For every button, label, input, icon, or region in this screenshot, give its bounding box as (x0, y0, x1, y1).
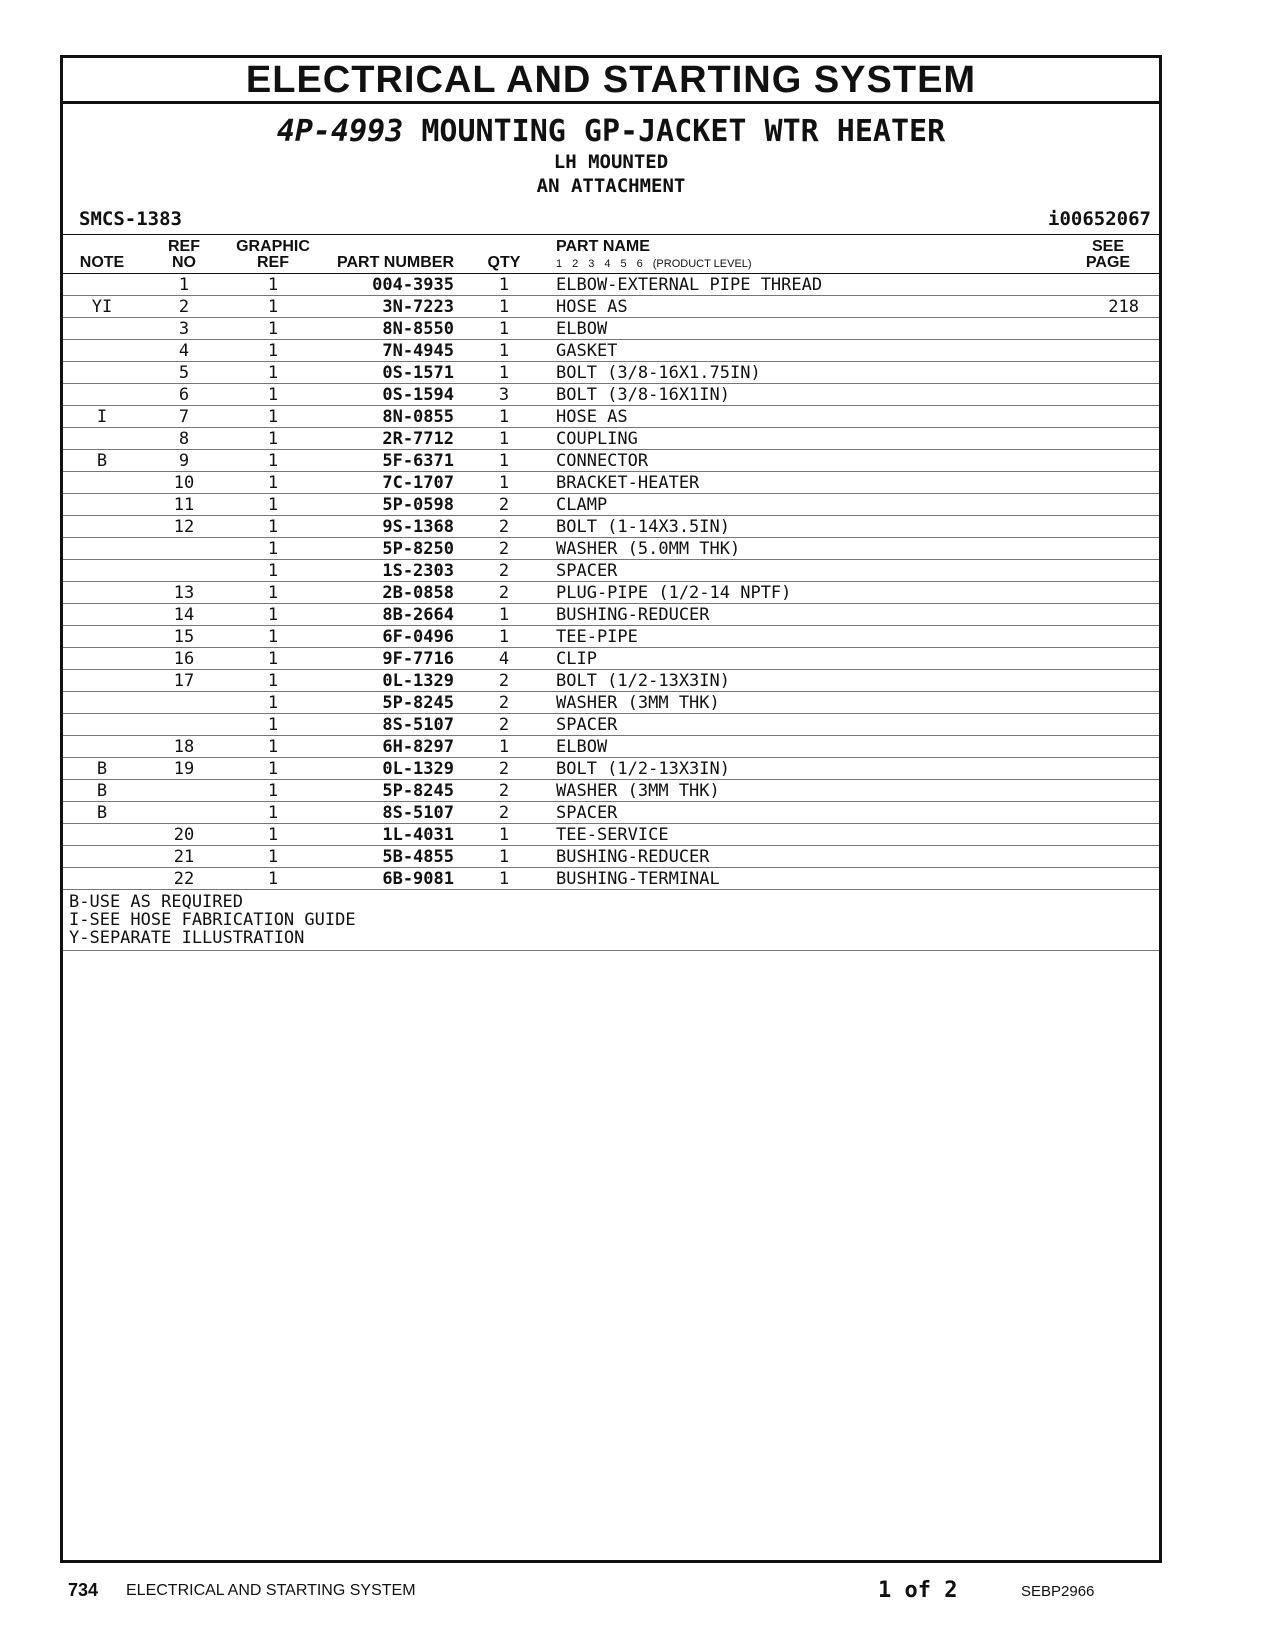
part-name-cell: ELBOW (546, 318, 1061, 340)
see-page-cell (1061, 846, 1159, 868)
part-number-cell: 2B-0858 (319, 582, 462, 604)
see-page-cell (1061, 824, 1159, 846)
see-page-cell (1061, 868, 1159, 890)
qty-cell: 1 (462, 626, 546, 648)
qty-cell: 4 (462, 648, 546, 670)
parts-table (63, 234, 1159, 890)
graphic-ref-cell: 1 (227, 472, 319, 494)
group-part-number: 4P-4993 (276, 114, 404, 149)
qty-cell: 3 (462, 384, 546, 406)
footnote: Y-SEPARATE ILLUSTRATION (69, 928, 305, 948)
part-name-cell: HOSE AS (546, 406, 1061, 428)
table-row (63, 868, 1159, 890)
graphic-ref-cell: 1 (227, 802, 319, 824)
table-row (63, 538, 1159, 560)
note-cell (63, 626, 141, 648)
graphic-ref-cell: 1 (227, 406, 319, 428)
note-cell: B (63, 758, 141, 780)
graphic-ref-cell: 1 (227, 538, 319, 560)
part-name-cell: PLUG-PIPE (1/2-14 NPTF) (546, 582, 1061, 604)
part-name-cell: BUSHING-TERMINAL (546, 868, 1061, 890)
ref-no-cell: 6 (141, 384, 227, 406)
ref-no-cell: 16 (141, 648, 227, 670)
note-cell: YI (63, 296, 141, 318)
graphic-ref-cell: 1 (227, 516, 319, 538)
part-number-cell: 0S-1571 (319, 362, 462, 384)
note-cell (63, 868, 141, 890)
part-number-cell: 0S-1594 (319, 384, 462, 406)
note-cell (63, 736, 141, 758)
page-frame (60, 55, 1162, 1563)
see-page-cell (1061, 560, 1159, 582)
note-cell: I (63, 406, 141, 428)
table-row (63, 318, 1159, 340)
ref-no-cell: 14 (141, 604, 227, 626)
note-cell (63, 318, 141, 340)
ref-no-cell: 15 (141, 626, 227, 648)
part-number-cell: 9S-1368 (319, 516, 462, 538)
qty-cell: 2 (462, 692, 546, 714)
see-page-cell (1061, 692, 1159, 714)
ref-no-cell (141, 692, 227, 714)
part-name-cell: WASHER (5.0MM THK) (546, 538, 1061, 560)
table-row (63, 846, 1159, 868)
part-name-cell: BUSHING-REDUCER (546, 604, 1061, 626)
part-number-cell: 004-3935 (319, 274, 462, 296)
document-number: SEBP2966 (1021, 1583, 1095, 1600)
note-cell (63, 714, 141, 736)
part-name-cell: WASHER (3MM THK) (546, 780, 1061, 802)
note-cell (63, 362, 141, 384)
part-name-cell: SPACER (546, 802, 1061, 824)
ref-no-cell: 13 (141, 582, 227, 604)
part-name-cell: SPACER (546, 560, 1061, 582)
ref-no-cell: 20 (141, 824, 227, 846)
footnotes (63, 890, 1159, 951)
qty-cell: 1 (462, 868, 546, 890)
graphic-ref-cell: 1 (227, 274, 319, 296)
note-cell (63, 340, 141, 362)
qty-cell: 1 (462, 604, 546, 626)
part-number-cell: 6F-0496 (319, 626, 462, 648)
ref-no-cell (141, 802, 227, 824)
qty-cell: 1 (462, 846, 546, 868)
table-row (63, 274, 1159, 296)
see-page-cell (1061, 802, 1159, 824)
table-row (63, 582, 1159, 604)
qty-cell: 2 (462, 516, 546, 538)
ref-no-cell (141, 714, 227, 736)
part-number-cell: 5P-8245 (319, 780, 462, 802)
note-cell (63, 516, 141, 538)
ref-no-cell: 1 (141, 274, 227, 296)
header-qty: QTY (462, 235, 546, 274)
table-row (63, 802, 1159, 824)
table-row (63, 758, 1159, 780)
note-cell: B (63, 780, 141, 802)
page-of: 1 of 2 (878, 1578, 958, 1603)
part-number-cell: 8N-0855 (319, 406, 462, 428)
ref-no-cell: 17 (141, 670, 227, 692)
header-ref-no: REF NO (141, 235, 227, 274)
part-number-cell: 8N-8550 (319, 318, 462, 340)
header-part-name: PART NAME 1 2 3 4 5 6 (PRODUCT LEVEL) (546, 235, 1061, 274)
graphic-ref-cell: 1 (227, 560, 319, 582)
header-part-number: PART NUMBER (319, 235, 462, 274)
qty-cell: 2 (462, 714, 546, 736)
graphic-ref-cell: 1 (227, 846, 319, 868)
table-row (63, 406, 1159, 428)
qty-cell: 1 (462, 362, 546, 384)
see-page-cell (1061, 362, 1159, 384)
graphic-ref-cell: 1 (227, 714, 319, 736)
part-name-cell: SPACER (546, 714, 1061, 736)
graphic-ref-cell: 1 (227, 692, 319, 714)
part-number-cell: 7C-1707 (319, 472, 462, 494)
graphic-ref-cell: 1 (227, 824, 319, 846)
qty-cell: 2 (462, 582, 546, 604)
table-row (63, 560, 1159, 582)
part-number-cell: 7N-4945 (319, 340, 462, 362)
part-name-cell: HOSE AS (546, 296, 1061, 318)
group-title (63, 114, 1159, 150)
see-page-cell (1061, 714, 1159, 736)
see-page-cell (1061, 340, 1159, 362)
ref-no-cell: 11 (141, 494, 227, 516)
footer-section: ELECTRICAL AND STARTING SYSTEM (126, 1582, 416, 1599)
qty-cell: 1 (462, 428, 546, 450)
qty-cell: 2 (462, 780, 546, 802)
part-name-cell: BRACKET-HEATER (546, 472, 1061, 494)
qty-cell: 1 (462, 318, 546, 340)
see-page-cell (1061, 516, 1159, 538)
note-cell: B (63, 802, 141, 824)
note-cell: B (63, 450, 141, 472)
part-name-cell: BOLT (1/2-13X3IN) (546, 758, 1061, 780)
note-cell (63, 648, 141, 670)
illustration-id: i00652067 (1048, 208, 1151, 230)
part-number-cell: 5P-8250 (319, 538, 462, 560)
ref-no-cell: 7 (141, 406, 227, 428)
qty-cell: 2 (462, 802, 546, 824)
part-name-cell: ELBOW-EXTERNAL PIPE THREAD (546, 274, 1061, 296)
table-row (63, 824, 1159, 846)
table-row (63, 494, 1159, 516)
see-page-cell (1061, 780, 1159, 802)
graphic-ref-cell: 1 (227, 296, 319, 318)
ref-no-cell: 9 (141, 450, 227, 472)
graphic-ref-cell: 1 (227, 340, 319, 362)
parts-table-body (63, 274, 1159, 890)
see-page-cell (1061, 494, 1159, 516)
table-row (63, 692, 1159, 714)
see-page-cell (1061, 450, 1159, 472)
table-row (63, 516, 1159, 538)
part-number-cell: 8S-5107 (319, 802, 462, 824)
ref-no-cell: 3 (141, 318, 227, 340)
graphic-ref-cell: 1 (227, 450, 319, 472)
attachment-note: AN ATTACHMENT (536, 175, 686, 197)
qty-cell: 2 (462, 538, 546, 560)
part-number-cell: 1S-2303 (319, 560, 462, 582)
table-row (63, 714, 1159, 736)
see-page-cell (1061, 648, 1159, 670)
part-name-cell: TEE-PIPE (546, 626, 1061, 648)
note-cell (63, 582, 141, 604)
group-name: MOUNTING GP-JACKET WTR HEATER (421, 114, 946, 149)
part-number-cell: 0L-1329 (319, 670, 462, 692)
table-row (63, 780, 1159, 802)
graphic-ref-cell: 1 (227, 582, 319, 604)
see-page-cell (1061, 538, 1159, 560)
qty-cell: 1 (462, 296, 546, 318)
qty-cell: 2 (462, 670, 546, 692)
footnote: B-USE AS REQUIRED (69, 892, 243, 912)
part-number-cell: 8S-5107 (319, 714, 462, 736)
graphic-ref-cell: 1 (227, 780, 319, 802)
note-cell (63, 274, 141, 296)
ref-no-cell: 12 (141, 516, 227, 538)
ref-no-cell (141, 538, 227, 560)
table-row (63, 648, 1159, 670)
see-page-cell (1061, 274, 1159, 296)
part-name-cell: BUSHING-REDUCER (546, 846, 1061, 868)
table-row (63, 450, 1159, 472)
part-name-cell: CLAMP (546, 494, 1061, 516)
note-cell (63, 604, 141, 626)
see-page-cell (1061, 758, 1159, 780)
qty-cell: 1 (462, 340, 546, 362)
graphic-ref-cell: 1 (227, 604, 319, 626)
qty-cell: 1 (462, 824, 546, 846)
note-cell (63, 428, 141, 450)
ref-no-cell: 19 (141, 758, 227, 780)
graphic-ref-cell: 1 (227, 736, 319, 758)
table-row (63, 626, 1159, 648)
part-name-cell: CLIP (546, 648, 1061, 670)
part-name-cell: BOLT (3/8-16X1.75IN) (546, 362, 1061, 384)
table-row (63, 340, 1159, 362)
part-number-cell: 5P-0598 (319, 494, 462, 516)
graphic-ref-cell: 1 (227, 626, 319, 648)
ref-no-cell (141, 780, 227, 802)
see-page-cell (1061, 318, 1159, 340)
graphic-ref-cell: 1 (227, 758, 319, 780)
note-cell (63, 824, 141, 846)
graphic-ref-cell: 1 (227, 868, 319, 890)
part-number-cell: 6H-8297 (319, 736, 462, 758)
part-number-cell: 8B-2664 (319, 604, 462, 626)
qty-cell: 1 (462, 472, 546, 494)
page-footer (68, 1578, 1160, 1608)
part-number-cell: 5B-4855 (319, 846, 462, 868)
see-page-cell (1061, 582, 1159, 604)
graphic-ref-cell: 1 (227, 670, 319, 692)
note-cell (63, 538, 141, 560)
ref-no-cell: 21 (141, 846, 227, 868)
part-name-cell: WASHER (3MM THK) (546, 692, 1061, 714)
part-number-cell: 3N-7223 (319, 296, 462, 318)
mounting-note: LH MOUNTED (553, 151, 669, 173)
table-row (63, 384, 1159, 406)
part-number-cell: 0L-1329 (319, 758, 462, 780)
ref-no-cell: 22 (141, 868, 227, 890)
note-cell (63, 560, 141, 582)
ref-no-cell: 5 (141, 362, 227, 384)
part-number-cell: 6B-9081 (319, 868, 462, 890)
table-row (63, 296, 1159, 318)
see-page-cell (1061, 384, 1159, 406)
table-header-row (63, 235, 1159, 274)
qty-cell: 2 (462, 494, 546, 516)
graphic-ref-cell: 1 (227, 494, 319, 516)
part-name-cell: BOLT (1/2-13X3IN) (546, 670, 1061, 692)
qty-cell: 2 (462, 560, 546, 582)
graphic-ref-cell: 1 (227, 648, 319, 670)
note-cell (63, 670, 141, 692)
part-name-cell: CONNECTOR (546, 450, 1061, 472)
graphic-ref-cell: 1 (227, 362, 319, 384)
graphic-ref-cell: 1 (227, 428, 319, 450)
note-cell (63, 692, 141, 714)
table-row (63, 472, 1159, 494)
qty-cell: 1 (462, 406, 546, 428)
see-page-cell (1061, 472, 1159, 494)
part-name-cell: COUPLING (546, 428, 1061, 450)
see-page-cell: 218 (1061, 296, 1159, 318)
ref-no-cell (141, 560, 227, 582)
see-page-cell (1061, 604, 1159, 626)
part-number-cell: 2R-7712 (319, 428, 462, 450)
part-name-cell: TEE-SERVICE (546, 824, 1061, 846)
meta-row (63, 206, 1159, 234)
part-name-cell: ELBOW (546, 736, 1061, 758)
ref-no-cell: 10 (141, 472, 227, 494)
ref-no-cell: 8 (141, 428, 227, 450)
header-note: NOTE (63, 235, 141, 274)
note-cell (63, 384, 141, 406)
qty-cell: 1 (462, 450, 546, 472)
note-cell (63, 494, 141, 516)
see-page-cell (1061, 626, 1159, 648)
product-levels: 1 2 3 4 5 6 (PRODUCT LEVEL) (556, 258, 752, 270)
part-number-cell: 5P-8245 (319, 692, 462, 714)
part-number-cell: 5F-6371 (319, 450, 462, 472)
ref-no-cell: 18 (141, 736, 227, 758)
qty-cell: 1 (462, 274, 546, 296)
note-cell (63, 472, 141, 494)
part-name-cell: GASKET (546, 340, 1061, 362)
ref-no-cell: 4 (141, 340, 227, 362)
see-page-cell (1061, 428, 1159, 450)
note-cell (63, 846, 141, 868)
table-row (63, 362, 1159, 384)
part-name-cell: BOLT (1-14X3.5IN) (546, 516, 1061, 538)
table-row (63, 428, 1159, 450)
qty-cell: 1 (462, 736, 546, 758)
section-title: ELECTRICAL AND STARTING SYSTEM (63, 58, 1159, 104)
table-row (63, 670, 1159, 692)
graphic-ref-cell: 1 (227, 318, 319, 340)
part-number-cell: 1L-4031 (319, 824, 462, 846)
ref-no-cell: 2 (141, 296, 227, 318)
see-page-cell (1061, 406, 1159, 428)
table-row (63, 736, 1159, 758)
table-row (63, 604, 1159, 626)
smcs-code: SMCS-1383 (79, 208, 182, 230)
see-page-cell (1061, 736, 1159, 758)
graphic-ref-cell: 1 (227, 384, 319, 406)
qty-cell: 2 (462, 758, 546, 780)
footnote: I-SEE HOSE FABRICATION GUIDE (69, 910, 356, 930)
header-graphic-ref: GRAPHIC REF (227, 235, 319, 274)
header-see-page: SEE PAGE (1061, 235, 1159, 274)
part-name-cell: BOLT (3/8-16X1IN) (546, 384, 1061, 406)
see-page-cell (1061, 670, 1159, 692)
page-number: 734 (68, 1580, 99, 1600)
part-number-cell: 9F-7716 (319, 648, 462, 670)
